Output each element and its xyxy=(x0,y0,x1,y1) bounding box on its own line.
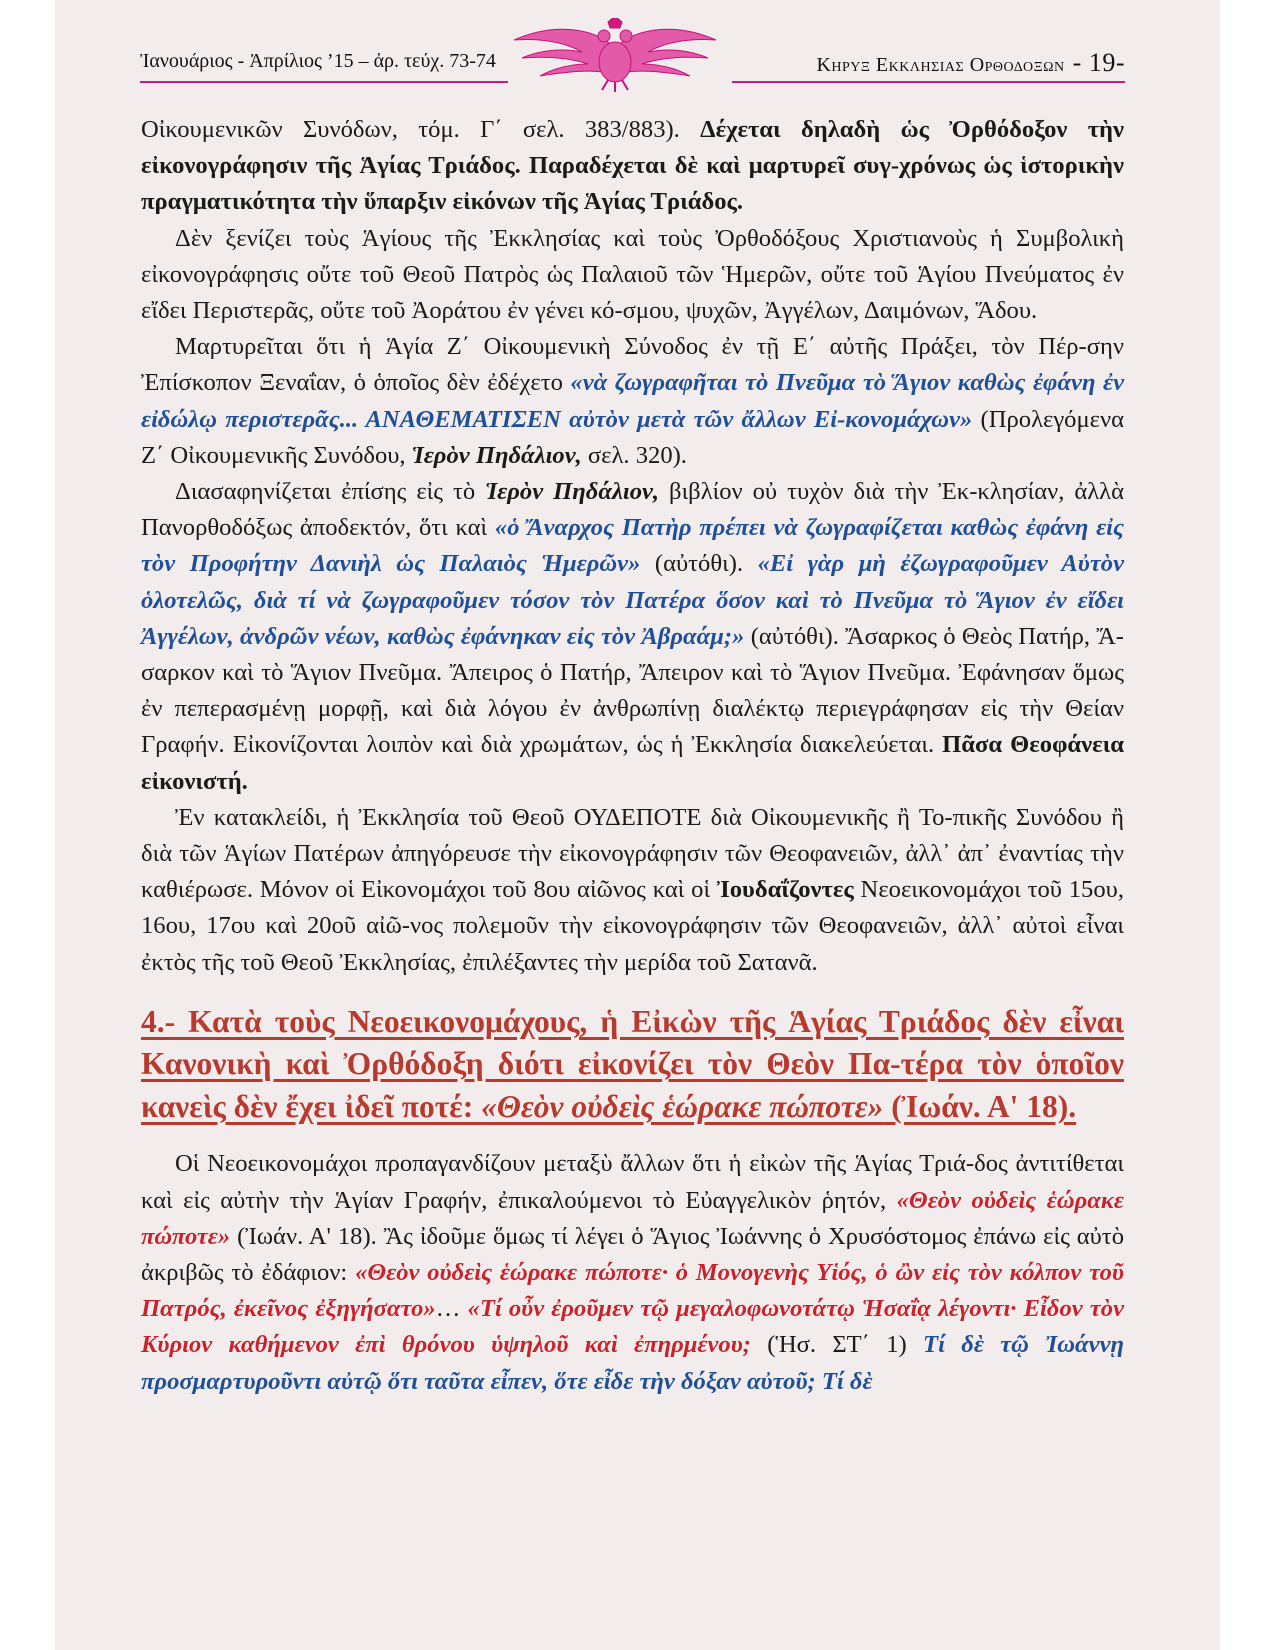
quote-red: «Θεὸν οὐδεὶς ἑώρακε πώποτε» xyxy=(141,1186,1124,1250)
paragraph-2: Δὲν ξενίζει τοὺς Ἁγίους τῆς Ἐκκλησίας καὶ τοὺς Ὀρθοδόξους Χριστιανοὺς ἡ Συμβολικὴ εἰκονογράφησις οὔτε τοῦ Θεοῦ Πατρὸς ὡς Παλαιοῦ τῶν Ἡμερῶν, οὔτε τοῦ Ἁγίου Πνεύματος ἐν εἴδει Περιστερᾶς, οὔτε τοῦ Ἀοράτου ἐν γένει κό-σμου, ψυχῶν, Ἀγγέλων, Δαιμόνων, Ἅδου. xyxy=(141,224,1124,325)
paragraph-1: Οἰκουμενικῶν Συνόδων, τόμ. Γ΄ σελ. 383/883). Δέχεται δηλαδὴ ὡς Ὀρθόδοξον τὴν εἰκονογράφησιν τῆς Ἁγίας Τριάδος. Παραδέχεται δὲ καὶ μαρτυρεῖ συγ-χρόνως ὡς ἱστορικὴν πραγματικότητα τὴν ὕπαρξιν εἰκόνων τῆς Ἁγίας Τριάδος. xyxy=(141,116,1124,216)
quote-blue: «Εἰ γὰρ μὴ ἐζωγραφοῦμεν Αὐτὸν ὁλοτελῶς, διὰ τί νὰ ζωγραφοῦμεν τόσον τὸν Πατέρα ὅσον καὶ τὸ Πνεῦμα τὸ Ἅγιον ἐν εἴδει Ἀγγέλων, ἀνδρῶν νέων, καθὼς ἐφάνηκαν εἰς τὸν Ἀβραάμ;» xyxy=(141,550,1124,650)
quote-blue: Τί δὲ τῷ Ἰωάννῃ προσμαρτυροῦντι αὐτῷ ὅτι ταῦτα εἶπεν, ὅτε εἶδε τὴν δόξαν αὐτοῦ; Τί δὲ xyxy=(141,1331,1124,1395)
running-header xyxy=(140,44,1125,80)
double-headed-eagle-icon xyxy=(510,18,720,92)
page-number: - 19- xyxy=(1072,48,1125,77)
article-body xyxy=(141,112,1124,1400)
paragraph-3: Μαρτυρεῖται ὅτι ἡ Ἁγία Ζ΄ Οἰκουμενικὴ Σύνοδος ἐν τῇ Ε΄ αὐτῆς Πράξει, τὸν Πέρ-σην Ἐπίσκοπον Ξεναΐαν, ὁ ὁποῖος δὲν ἐδέχετο «νὰ ζωγραφῆται τὸ Πνεῦμα τὸ Ἅγιον καθὼς ἐφάνη ἐν εἰδώλῳ περιστερᾶς... ΑΝΑΘΕΜΑΤΙΣΕΝ αὐτὸν μετὰ τῶν ἄλλων Εἰ-κονομάχων» (Προλεγόμενα Ζ΄ Οἰκουμενικῆς Συνόδου, Ἱερὸν Πηδάλιον, σελ. 320). xyxy=(141,333,1124,469)
magazine-title xyxy=(816,48,1125,78)
paragraph-5: Ἐν κατακλείδι, ἡ Ἐκκλησία τοῦ Θεοῦ ΟΥΔΕΠΟΤΕ διὰ Οἰκουμενικῆς ἢ Το-πικῆς Συνόδου ἢ διὰ τῶν Ἁγίων Πατέρων ἀπηγόρευσε τὴν εἰκονογράφησιν τῶν Θεοφανειῶν, ἀλλ᾽ ἀπ᾽ ἐναντίας τὴν καθιέρωσε. Μόνον οἱ Εἰκονομάχοι τοῦ 8ου αἰῶνος καὶ οἱ Ἰουδαΐζοντες Νεοεικονομάχοι τοῦ 15ου, 16ου, 17ου καὶ 20οῦ αἰῶ-νος πολεμοῦν τὴν εἰκονογράφησιν τῶν Θεοφανειῶν, ἀλλ᾽ αὐτοὶ εἶναι ἐκτὸς τῆς τοῦ Θεοῦ Ἐκκλησίας, ἐπιλέξαντες τὴν μερίδα τοῦ Σατανᾶ. xyxy=(141,803,1124,976)
quote-red: «Θεὸν οὐδεὶς ἑώρακε πώποτε· ὁ Μονογενὴς Υἱός, ὁ ὢν εἰς τὸν κόλπον τοῦ Πατρός, ἐκεῖνος ἐξηγήσατο» xyxy=(141,1258,1124,1323)
header-rule-left xyxy=(140,81,508,83)
header-rule-right xyxy=(732,81,1125,83)
paragraph-4: Διασαφηνίζεται ἐπίσης εἰς τὸ Ἱερὸν Πηδάλιον, βιβλίον οὐ τυχὸν διὰ τὴν Ἐκ-κλησίαν, ἀλλὰ Πανορθοδόξως ἀποδεκτόν, ὅτι καὶ «ὁ Ἄναρχος Πατὴρ πρέπει νὰ ζωγραφίζεται καθὼς ἐφάνη εἰς τὸν Προφήτην Δανιὴλ ὡς Παλαιὸς Ἡμερῶν» (αὐτόθι). «Εἰ γὰρ μὴ ἐζωγραφοῦμεν Αὐτὸν ὁλοτελῶς, διὰ τί νὰ ζωγραφοῦμεν τόσον τὸν Πατέρα ὅσον καὶ τὸ Πνεῦμα τὸ Ἅγιον ἐν εἴδει Ἀγγέλων, ἀνδρῶν νέων, καθὼς ἐφάνηκαν εἰς τὸν Ἀβραάμ;» (αὐτόθι). Ἄσαρκος ὁ Θεὸς Πατήρ, Ἄ-σαρκον καὶ τὸ Ἅγιον Πνεῦμα. Ἄπειρος ὁ Πατήρ, Ἄπειρον καὶ τὸ Ἅγιον Πνεῦμα. Ἐφάνησαν ὅμως ἐν πεπερασμένῃ μορφῇ, καὶ διὰ λόγου ἐν ἀνθρωπίνῃ διαλέκτῳ περιεγράφησαν εἰς τὴν Θείαν Γραφήν. Εἰκονίζονται λοιπὸν καὶ διὰ χρωμάτων, ὡς ἡ Ἐκκλησία διακελεύεται. Πᾶσα Θεοφάνεια εἰκονιστή. xyxy=(141,478,1124,795)
section-heading-4: 4.- Κατὰ τοὺς Νεοεικονομάχους, ἡ Εἰκὼν τῆς Ἁγίας Τριάδος δὲν εἶναι Κανονικὴ καὶ Ὀρθόδοξη διότι εἰκονίζει τὸν Θεὸν Πα-τέρα τὸν ὁποῖον κανεὶς δὲν ἔχει ἰδεῖ ποτέ: «Θεὸν οὐδεὶς ἑώρακε πώποτε» (Ἰωάν. Α' 18). xyxy=(141,1003,1124,1124)
quote-blue: «νὰ ζωγραφῆται τὸ Πνεῦμα τὸ Ἅγιον καθὼς ἐφάνη ἐν εἰδώλῳ περιστερᾶς... ΑΝΑΘΕΜΑΤΙΣΕΝ αὐτὸν μετὰ τῶν ἄλλων Εἰ-κονομάχων» xyxy=(141,369,1124,433)
quote-red: «Τί οὖν ἐροῦμεν τῷ μεγαλοφωνοτάτῳ Ἡσαΐᾳ λέγοντι· Εἶδον τὸν Κύριον καθήμενον ἐπὶ θρόνου ὑψηλοῦ καὶ ἐπηρμένου; xyxy=(141,1295,1125,1359)
issue-info: Ἰανουάριος - Ἀπρίλιος ’15 – ἀρ. τεύχ. 73-74 xyxy=(140,50,496,72)
paragraph-6: Οἱ Νεοεικονομάχοι προπαγανδίζουν μεταξὺ ἄλλων ὅτι ἡ εἰκὼν τῆς Ἁγίας Τριά-δος ἀντιτίθεται καὶ εἰς αὐτὴν τὴν Ἁγίαν Γραφήν, ἐπικαλούμενοι τὸ Εὐαγγελικὸν ῥητόν, «Θεὸν οὐδεὶς ἑώρακε πώποτε» (Ἰωάν. Α' 18). Ἂς ἰδοῦμε ὅμως τί λέγει ὁ Ἅγιος Ἰωάννης ὁ Χρυσόστομος ἐπάνω εἰς αὐτὸ ἀκριβῶς τὸ ἐδάφιον: «Θεὸν οὐδεὶς ἑώρακε πώποτε· ὁ Μονογενὴς Υἱός, ὁ ὢν εἰς τὸν κόλπον τοῦ Πατρός, ἐκεῖνος ἐξηγήσατο»… «Τί οὖν ἐροῦμεν τῷ μεγαλοφωνοτάτῳ Ἡσαΐᾳ λέγοντι· Εἶδον τὸν Κύριον καθήμενον ἐπὶ θρόνου ὑψηλοῦ καὶ ἐπηρμένου; (Ἡσ. ΣΤ΄ 1) Τί δὲ τῷ Ἰωάννῃ προσμαρτυροῦντι αὐτῷ ὅτι ταῦτα εἶπεν, ὅτε εἶδε τὴν δόξαν αὐτοῦ; Τί δὲ xyxy=(141,1150,1125,1395)
magazine-name: Κηρυξ Εκκλησιας Ορθοδοξων xyxy=(816,54,1065,76)
quote-blue: «ὁ Ἄναρχος Πατὴρ πρέπει νὰ ζωγραφίζεται καθὼς ἐφάνη εἰς τὸν Προφήτην Δανιὴλ ὡς Παλαιὸς Ἡμερῶν» xyxy=(141,514,1124,578)
